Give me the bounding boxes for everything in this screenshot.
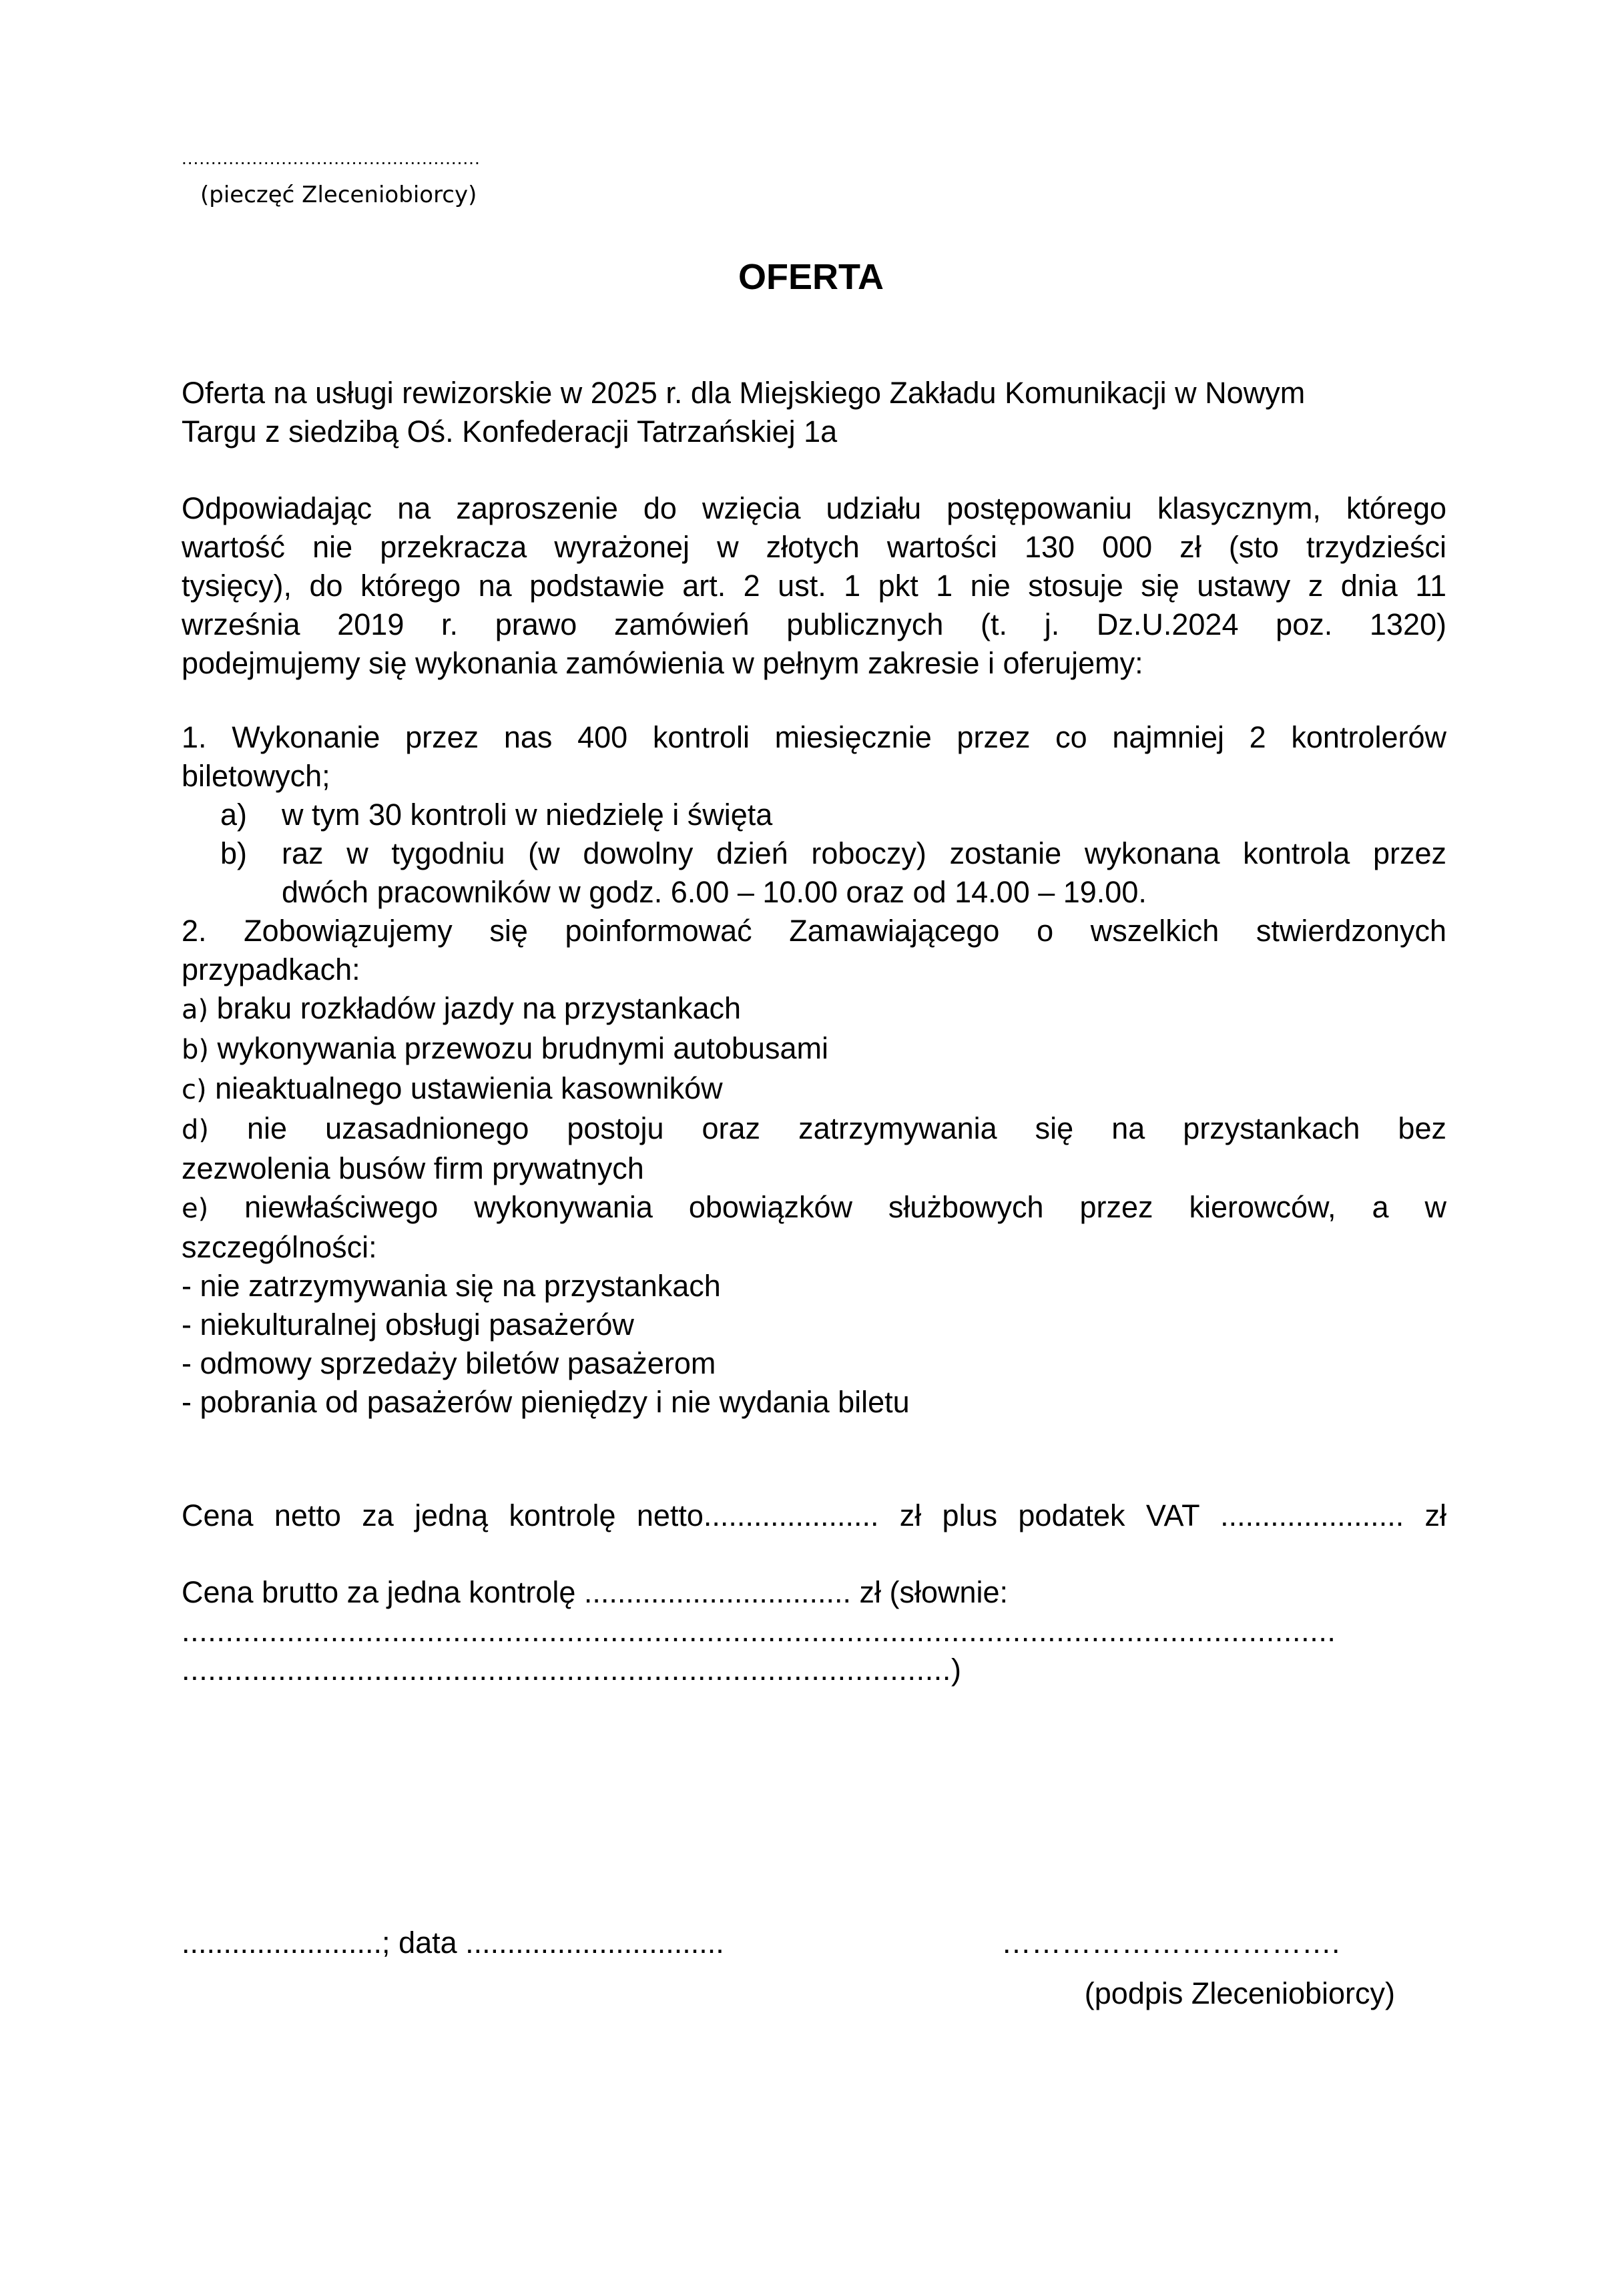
dash-item: - odmowy sprzedaży biletów pasażerom	[182, 1346, 716, 1380]
stamp-label: (pieczęć Zleceniobiorcy)	[200, 182, 477, 208]
place-date-field: ........................; data ...............................	[182, 1926, 724, 1960]
paragraph-line: września 2019 r. prawo zamówień publicznych (t. j. Dz.U.2024 poz. 1320)	[182, 607, 1446, 641]
sub-text: braku rozkładów jazdy na przystankach	[216, 991, 742, 1025]
sub-marker: c)	[182, 1075, 207, 1105]
intro-text	[182, 374, 1446, 451]
sub-marker: b)	[182, 1035, 209, 1065]
price-netto	[182, 1496, 1446, 1535]
paragraph-line: wartość nie przekracza wyrażonej w złotych wartości 130 000 zł (sto trzydzieści	[182, 530, 1446, 564]
sub-marker: b)	[220, 836, 248, 870]
paragraph-line: Odpowiadając na zaproszenie do wzięcia udziału postępowaniu klasycznym, którego	[182, 491, 1446, 525]
intro-line: Oferta na usługi rewizorskie w 2025 r. dla Miejskiego Zakładu Komunikacji w Nowym	[182, 376, 1306, 410]
dash-item: - nie zatrzymywania się na przystankach	[182, 1269, 721, 1303]
price-netto-line: Cena netto za jedną kontrolę netto..................... zł plus podatek VAT ...................... zł	[182, 1498, 1446, 1532]
paragraph-line: podejmujemy się wykonania zamówienia w pełnym zakresie i oferujemy:	[182, 646, 1143, 680]
sub-text: zezwolenia busów firm prywatnych	[182, 1151, 644, 1185]
price-words-dots: ....................................................................................................................................	[182, 1614, 1336, 1648]
item-2-line: 2. Zobowiązujemy się poinformować Zamawiającego o wszelkich stwierdzonych	[182, 914, 1446, 948]
price-words-dots: ........................................................................................)	[182, 1653, 962, 1687]
sub-text: nieaktualnego ustawienia kasowników	[215, 1071, 723, 1105]
item-1	[182, 718, 1446, 796]
sub-text: wykonywania przewozu brudnymi autobusami	[217, 1031, 828, 1065]
item-1-sub-a	[220, 796, 1446, 834]
item-1-sub-b	[220, 834, 1446, 912]
sub-text: niewłaściwego wykonywania obowiązków służbowych przez kierowców, a w	[244, 1190, 1446, 1224]
price-brutto-line: Cena brutto za jedna kontrolę ................................ zł (słownie:	[182, 1575, 1009, 1609]
document-title: OFERTA	[738, 257, 884, 297]
dash-item: - niekulturalnej obsługi pasażerów	[182, 1308, 634, 1342]
item-2-sub-c	[182, 1069, 1446, 1109]
sub-marker: e)	[182, 1193, 209, 1224]
paragraph-line: tysięcy), do którego na podstawie art. 2 ust. 1 pkt 1 nie stosuje się ustawy z dnia 11	[182, 569, 1446, 603]
sub-text: w tym 30 kontroli w niedzielę i święta	[282, 798, 773, 832]
sub-text: szczególności:	[182, 1230, 377, 1264]
item-2	[182, 912, 1446, 1422]
sub-text: dwóch pracowników w godz. 6.00 – 10.00 oraz od 14.00 – 19.00.	[282, 875, 1147, 909]
item-1-line: biletowych;	[182, 759, 330, 793]
sub-marker: d)	[182, 1115, 209, 1145]
signature-dotted-line: …………………………….	[1001, 1926, 1340, 1960]
dash-item: - pobrania od pasażerów pieniędzy i nie wydania biletu	[182, 1385, 910, 1419]
item-2-sub-b	[182, 1029, 1446, 1069]
sub-text: nie uzasadnionego postoju oraz zatrzymywania się na przystankach bez	[247, 1111, 1446, 1145]
item-1-line: 1. Wykonanie przez nas 400 kontroli miesięcznie przez co najmniej 2 kontrolerów	[182, 720, 1446, 754]
signature-label: (podpis Zleceniobiorcy)	[1084, 1976, 1395, 2010]
item-2-sub-a	[182, 989, 1446, 1029]
price-brutto	[182, 1573, 1446, 1689]
sub-text: raz w tygodniu (w dowolny dzień roboczy) zostanie wykonana kontrola przez	[282, 836, 1446, 870]
item-2-sub-e	[182, 1188, 1446, 1228]
item-2-sub-d	[182, 1109, 1446, 1149]
stamp-dotted-line: ...................................................	[182, 148, 481, 168]
intro-line: Targu z siedzibą Oś. Konfederacji Tatrzańskiej 1a	[182, 414, 838, 449]
item-2-line: przypadkach:	[182, 952, 360, 986]
main-paragraph	[182, 489, 1446, 683]
sub-marker: a)	[220, 798, 248, 832]
sub-marker: a)	[182, 994, 209, 1025]
